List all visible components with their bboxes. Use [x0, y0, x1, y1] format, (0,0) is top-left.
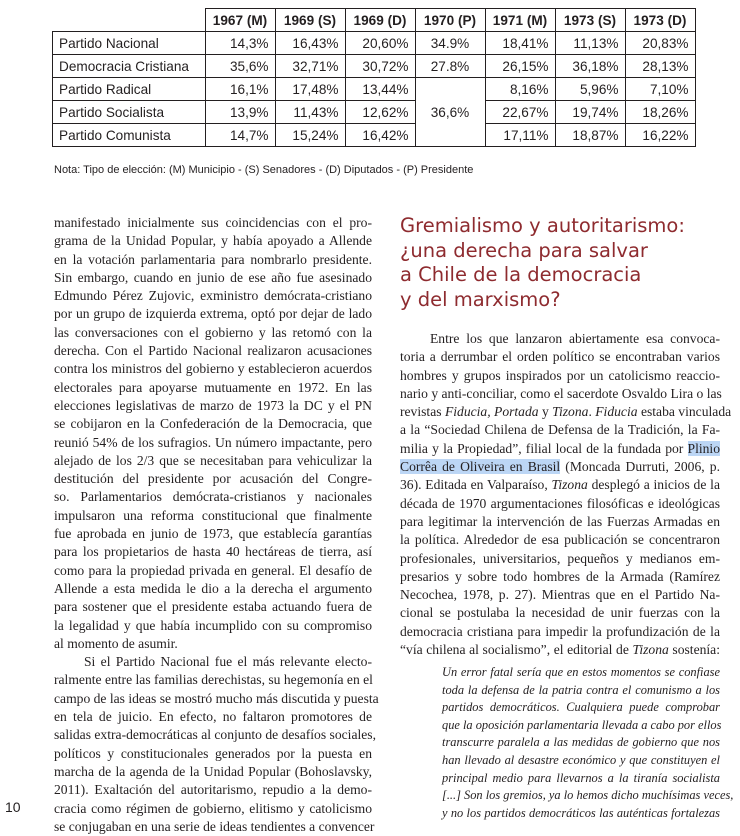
quote-line: toda la defensa de la patria contra el comunismo a los: [442, 682, 720, 697]
text-line: nario y anti-conciliar, como el sacerdote Osvaldo Lira o las: [400, 385, 722, 401]
text-line: Necochea, 1978, p. 27). Mientras que en el Partido Na-: [400, 587, 720, 603]
heading-line: Gremialismo y autoritarismo:: [400, 214, 685, 237]
text-line: marcha de la agenda de la Unidad Popular (Bohoslavsky,: [54, 763, 372, 779]
table-cell: 18,41%: [485, 32, 555, 55]
party-name: Partido Nacional: [53, 32, 206, 55]
text-line: salidas extra-democráticas al conjunto de desafíos sociales,: [54, 727, 376, 743]
table-row: [53, 78, 696, 101]
text-line: se conjugaban en una serie de ideas tendientes a convencer: [54, 818, 375, 834]
election-results-table: [52, 8, 696, 147]
heading-line: a Chile de la democracia: [400, 263, 642, 287]
party-name: Democracia Cristiana: [53, 55, 206, 78]
table-cell: 20,83%: [625, 32, 695, 55]
quote-line: transcurre paralela a las medidas de gobierno que nos: [442, 735, 720, 750]
table-row: [53, 55, 696, 78]
table-cell: 13,44%: [345, 78, 415, 101]
table-cell: 14,7%: [205, 124, 275, 147]
magazine-title: Fiducia: [595, 404, 638, 420]
quote-line: Un error fatal sería que en estos momentos se confiase: [442, 665, 720, 679]
table-row: [53, 32, 696, 55]
text-line: la política. Alrededor de esa publicación se concentraron: [400, 532, 720, 548]
text-line: so. Parlamentarios demócrata-cristianos y nacionales: [54, 489, 372, 505]
text-line: Corrêa de Oliveira en Brasil (Moncada Durruti, 2006, p.: [400, 459, 720, 475]
heading-line: ¿una derecha para salvar: [400, 238, 648, 262]
text-line: presarios y sobre todo hombres de la Armada (Ramírez: [400, 568, 720, 584]
text-line: campo de las ideas se mostró mucho más discutida y puesta: [54, 690, 379, 706]
table-cell: 32,71%: [275, 55, 345, 78]
text-line: milia y la Propiedad”, filial local de la fundada por Plinio: [400, 440, 720, 456]
text-line: políticos y constitucionales generados por la puesta en: [54, 745, 372, 761]
quote-line: partidos democráticos. Cualquiera puede comprobar: [442, 700, 720, 715]
table-cell: 17,11%: [485, 124, 555, 147]
text-line: elecciones legislativas de marzo de 1973 la DC y el PN: [54, 397, 372, 413]
magazine-title: Fiducia, Portada: [444, 404, 539, 420]
table-cell: 18,87%: [555, 124, 625, 147]
text-line: hombres y grupos inspirados por un catolicismo reaccio-: [400, 367, 720, 383]
party-name: Partido Socialista: [53, 101, 206, 124]
text-line: electorales para apoyarse mutuamente en 1972. En las: [54, 379, 372, 395]
table-cell: 28,13%: [625, 55, 695, 78]
quote-line: que la oposición parlamentaria llevada a cabo por ellos: [442, 717, 722, 732]
column-header: 1970 (P): [415, 9, 485, 32]
table-row: [53, 124, 696, 147]
text-line: ralmente entre las familias derechistas, su hegemonía en el: [54, 672, 373, 688]
table-header-row: [53, 9, 696, 32]
page-number: 10: [5, 799, 21, 815]
text-line: cracia como régimen de gobierno, elitismo y catolicismo: [54, 800, 372, 816]
text-line: cional se postulaba la necesidad de unir fuerzas con la: [400, 605, 720, 621]
text-line: 2011). Exaltación del autoritarismo, repudio a la demo-: [54, 782, 372, 798]
text-line: derecha. Con el Partido Nacional realizaron acusaciones: [54, 343, 372, 359]
table-cell: 30,72%: [345, 55, 415, 78]
table-note: Nota: Tipo de elección: (M) Municipio - (S) Senadores - (D) Diputados - (P) Presidente: [54, 164, 474, 176]
table-cell: 11,43%: [275, 101, 345, 124]
table-cell: 20,60%: [345, 32, 415, 55]
merged-table-cell: 36,6%: [415, 78, 485, 147]
text-line: Sin embargo, cuando en junio de ese año fue asesinado: [54, 269, 372, 285]
table-cell: 16,22%: [625, 124, 695, 147]
table-cell: 16,1%: [205, 78, 275, 101]
column-header: 1971 (M): [485, 9, 555, 32]
text-line: en la votación parlamentaria para nombrarlo presidente.: [54, 251, 372, 267]
party-name: Partido Radical: [53, 78, 206, 101]
table-cell: 18,26%: [625, 101, 695, 124]
text-line: democracia cristiana para impedir la profundización de la: [400, 623, 720, 639]
table-row: [53, 101, 696, 124]
text-line: grama de la Unidad Popular, y había apoyado a Allende: [54, 233, 372, 249]
text-line: Allende a esta medida le dio a la derecha el argumento: [54, 580, 372, 596]
text-line: se cobijaron en la Confederación de la Democracia, que: [54, 416, 372, 432]
table-cell: 19,74%: [555, 101, 625, 124]
party-name: Partido Comunista: [53, 124, 206, 147]
text-line: al momento de asumir.: [54, 635, 178, 651]
text-line: 36). Editada en Valparaíso, Tizona desplegó a inicios de la: [400, 477, 720, 493]
text-line: revistas Fiducia, Portada y Tizona. Fiducia estaba vinculada: [400, 404, 732, 420]
table-cell: 16,43%: [275, 32, 345, 55]
text-line: Entre los que lanzaron abiertamente esa convoca-: [430, 331, 720, 346]
table-cell: 27.8%: [415, 55, 485, 78]
table-cell: 15,24%: [275, 124, 345, 147]
text-line: para los propietarios de hasta 40 hectáreas de tierra, así: [54, 544, 372, 560]
text-line: para legitimar la intervención de las Fuerzas Armadas en: [400, 513, 720, 529]
text-line: reunió 54% de los sufragios. Un número impactante, pero: [54, 434, 372, 450]
column-header: 1973 (D): [625, 9, 695, 32]
selected-text[interactable]: Plinio: [687, 440, 720, 456]
table-cell: 7,10%: [625, 78, 695, 101]
text-line: impulsaron una reforma constitucional que finalmente: [54, 507, 372, 523]
text-line: fue aprobada en junio de 1973, que establecía garantías: [54, 526, 372, 542]
table-corner-cell: [53, 9, 206, 32]
magazine-title: Tizona: [632, 642, 669, 658]
text-line: las conversaciones con el gobierno y las retomó con la: [54, 324, 372, 340]
column-header: 1969 (D): [345, 9, 415, 32]
block-quote: [442, 664, 734, 822]
quote-line: han llevado al desastre económico y que constituyen el: [442, 752, 720, 767]
column-header: 1969 (S): [275, 9, 345, 32]
text-line: “vía chilena al socialismo”, el editorial de Tizona sostenía:: [400, 642, 720, 658]
quote-line: [...] Son los gremios, ya lo hemos dicho muchísimas veces,: [442, 788, 734, 803]
magazine-title: Tizona: [551, 477, 588, 493]
text-line: toria a derrumbar el orden político se encontraban varios: [400, 349, 720, 365]
right-text-column: [400, 330, 732, 659]
quote-line: y no los partidos democráticos las auténticas fortalezas: [442, 805, 720, 820]
text-line: por un grupo de izquierda extrema, optó por dejar de lado: [54, 306, 372, 322]
table-cell: 13,9%: [205, 101, 275, 124]
section-heading: [400, 214, 730, 312]
table-cell: 34.9%: [415, 32, 485, 55]
table-cell: 12,62%: [345, 101, 415, 124]
table-cell: 17,48%: [275, 78, 345, 101]
text-line: contra los ministros del gobierno y establecieron acuerdos: [54, 361, 372, 377]
magazine-title: Tizona: [552, 404, 589, 420]
table-cell: 14,3%: [205, 32, 275, 55]
table-cell: 11,13%: [555, 32, 625, 55]
table-cell: 26,15%: [485, 55, 555, 78]
table-cell: 35,6%: [205, 55, 275, 78]
table-cell: 36,18%: [555, 55, 625, 78]
text-line: a la “Sociedad Chilena de Defensa de la Tradición, la Fa-: [400, 422, 720, 438]
heading-line: y del marxismo?: [400, 287, 561, 311]
quote-line: principal medio para llevarnos a la tiranía socialista: [442, 770, 720, 785]
text-line: manifestado inicialmente sus coincidencias con el pro-: [54, 215, 372, 230]
column-header: 1973 (S): [555, 9, 625, 32]
text-line: la legalidad y que había incumplido con su compromiso: [54, 617, 372, 633]
text-line: como para la propiedad privada en general. El desafío de: [54, 562, 372, 578]
table-cell: 22,67%: [485, 101, 555, 124]
text-line: alejado de los 2/3 que se necesitaban para vehiculizar la: [54, 452, 372, 468]
table-cell: 5,96%: [555, 78, 625, 101]
text-line: en tela de juicio. En efecto, no faltaron promotores de: [54, 709, 372, 725]
column-header: 1967 (M): [205, 9, 275, 32]
selected-text[interactable]: Corrêa de Oliveira en Brasil: [400, 459, 561, 475]
table-cell: 16,42%: [345, 124, 415, 147]
table-cell: 8,16%: [485, 78, 555, 101]
text-line: Si el Partido Nacional fue el más relevante electo-: [84, 654, 372, 670]
left-text-column: [54, 214, 379, 836]
text-line: década de 1970 argumentaciones filosóficas e ideológicas: [400, 495, 720, 511]
text-line: profesionales, universitarios, pequeños y medianos em-: [400, 550, 720, 566]
text-line: para sostener que el presidente estaba actuando fuera de: [54, 599, 372, 615]
text-line: destitución del presidente por acusación del Congre-: [54, 471, 372, 487]
text-line: Edmundo Pérez Zujovic, exministro demócrata-cristiano: [54, 288, 372, 304]
